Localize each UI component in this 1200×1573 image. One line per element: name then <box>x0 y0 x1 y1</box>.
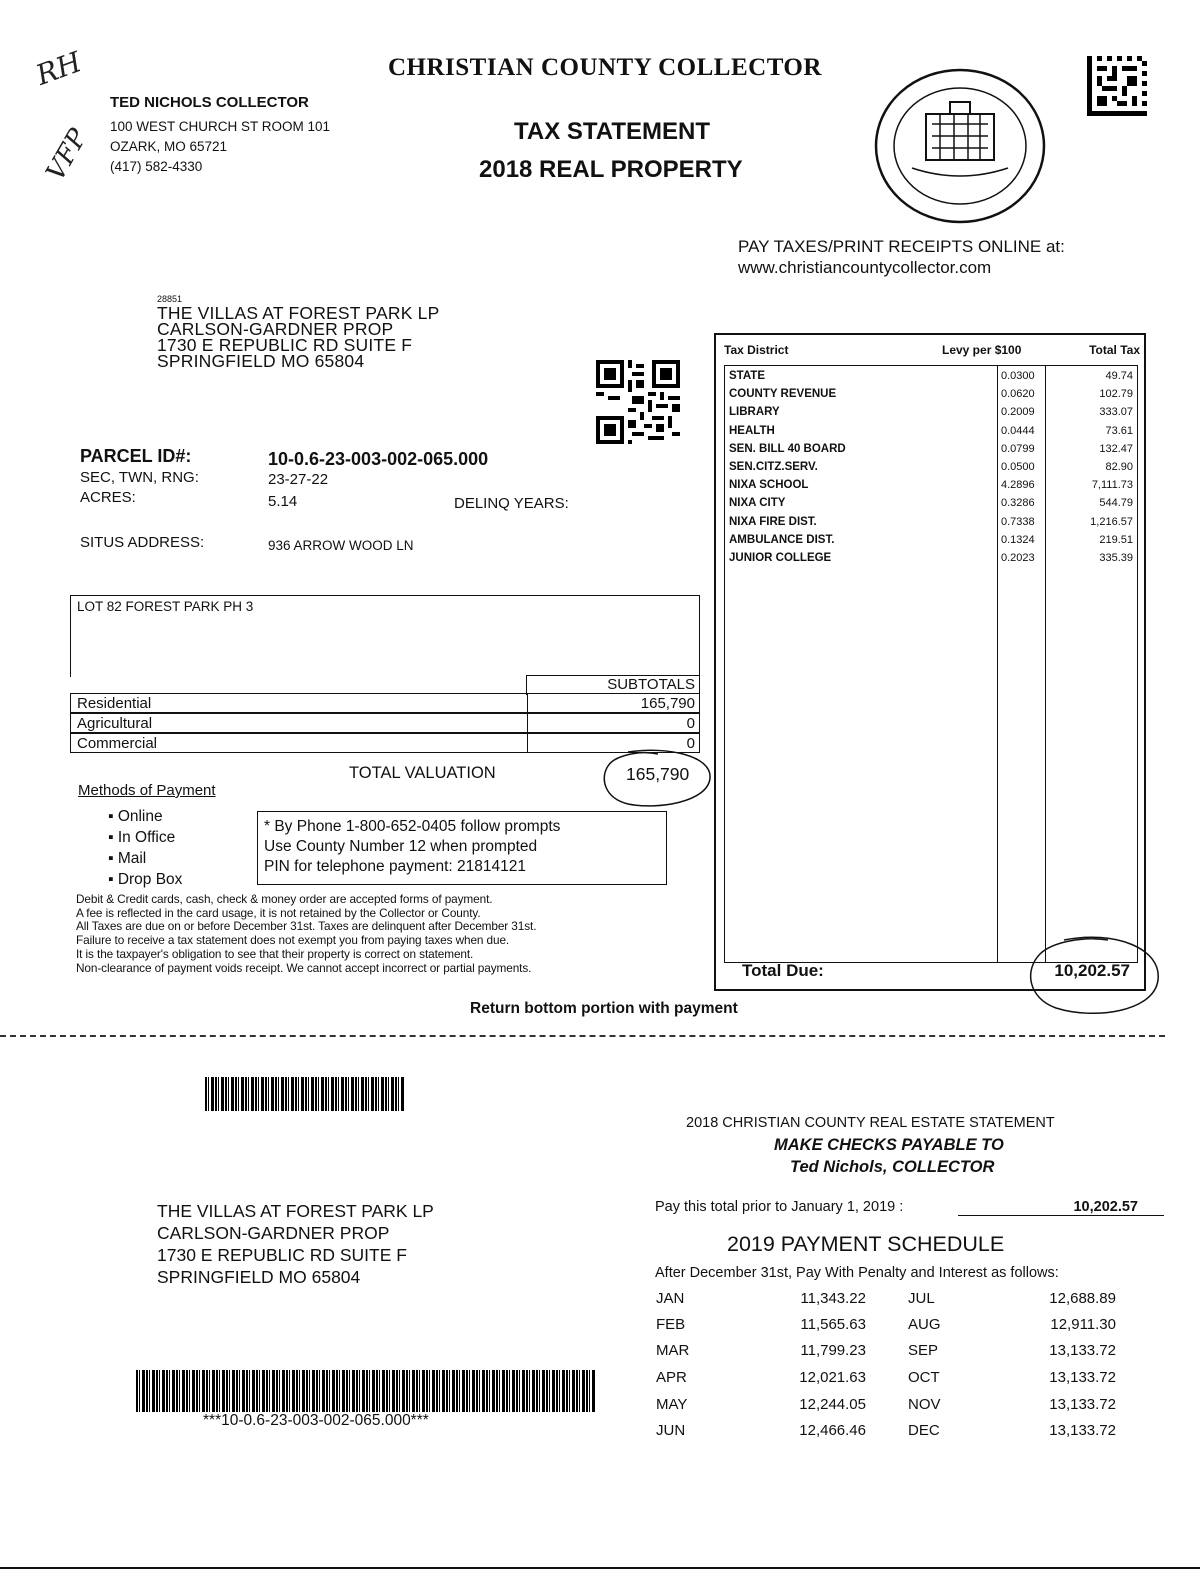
tax-district-row: AMBULANCE DIST. 0.1324 219.51 <box>729 533 1133 546</box>
payable-line-2: Ted Nichols, COLLECTOR <box>790 1158 995 1176</box>
schedule-amount: 12,244.05 <box>799 1396 866 1413</box>
online-payment-info: PAY TAXES/PRINT RECEIPTS ONLINE at: www.christiancountycollector.com <box>738 237 1065 277</box>
pay-prior-label: Pay this total prior to January 1, 2019 : <box>655 1199 904 1215</box>
sec-twn-rng-value: 23-27-22 <box>268 471 329 488</box>
valuation-row-commercial: Commercial 0 <box>70 733 700 753</box>
return-note: Return bottom portion with payment <box>470 1000 738 1017</box>
acres-value: 5.14 <box>268 493 298 510</box>
valuation-row-residential: Residential 165,790 <box>70 693 700 713</box>
statement-title: TAX STATEMENT <box>514 118 710 145</box>
pay-prior-value: 10,202.57 <box>958 1199 1164 1216</box>
list-item: ▪ In Office <box>108 829 176 846</box>
legal-description: LOT 82 FOREST PARK PH 3 <box>77 599 254 614</box>
tax-district-row: HEALTH 0.0444 73.61 <box>729 424 1133 437</box>
schedule-month: JUL <box>908 1290 935 1307</box>
list-item: ▪ Mail <box>108 850 147 867</box>
tax-district-row: JUNIOR COLLEGE 0.2023 335.39 <box>729 552 1133 564</box>
collector-website-link[interactable]: www.christiancountycollector.com <box>738 258 992 277</box>
schedule-amount: 13,133.72 <box>1049 1369 1116 1386</box>
tax-district-header: Tax District Levy per $100 Total Tax <box>724 343 1140 357</box>
list-item: ▪ Online <box>108 808 163 825</box>
barcode-bottom-icon <box>136 1370 596 1412</box>
stub-owner-address: THE VILLAS AT FOREST PARK LP CARLSON-GARDNER PROP 1730 E REPUBLIC RD SUITE F SPRINGFIELD MO 65804 <box>157 1201 434 1287</box>
account-number: 28851 <box>157 294 183 304</box>
schedule-amount: 11,799.23 <box>800 1342 866 1359</box>
schedule-amount: 12,911.30 <box>1050 1316 1116 1333</box>
schedule-note: After December 31st, Pay With Penalty and Interest as follows: <box>655 1265 1059 1281</box>
handdrawn-circle-total <box>1024 934 1164 1022</box>
tax-district-row: COUNTY REVENUE 0.0620 102.79 <box>729 388 1133 401</box>
total-valuation-value: 165,790 <box>626 764 690 784</box>
schedule-month: JUN <box>656 1422 686 1439</box>
subtotals-header: SUBTOTALS <box>526 675 700 695</box>
handwritten-initials: RH <box>31 45 86 92</box>
schedule-month: NOV <box>908 1396 941 1413</box>
total-due-label: Total Due: <box>742 961 824 980</box>
handdrawn-circle-valuation <box>598 748 716 812</box>
owner-address-block: THE VILLAS AT FOREST PARK LP CARLSON-GARDNER PROP 1730 E REPUBLIC RD SUITE F SPRINGFIELD MO 65804 <box>157 303 440 371</box>
schedule-month: SEP <box>908 1342 939 1359</box>
tear-line <box>0 1035 1165 1037</box>
schedule-amount: 12,466.46 <box>799 1422 866 1439</box>
statement-subtitle: 2018 REAL PROPERTY <box>479 156 743 183</box>
page-bottom-rule <box>0 1567 1200 1569</box>
acres-label: ACRES: <box>80 489 136 506</box>
barcode-caption: ***10-0.6-23-003-002-065.000*** <box>203 1412 429 1429</box>
legal-description-box <box>70 595 700 677</box>
phone-payment-box: * By Phone 1-800-652-0405 follow prompts Use County Number 12 when prompted PIN for telephone payment: 21814121 <box>257 811 667 885</box>
schedule-amount: 13,133.72 <box>1049 1342 1116 1359</box>
schedule-amount: 11,565.63 <box>800 1316 866 1333</box>
collector-address: 100 WEST CHURCH ST ROOM 101 OZARK, MO 65721 (417) 582-4330 <box>110 119 331 174</box>
tax-district-table <box>714 333 1146 991</box>
list-item: ▪ Drop Box <box>108 871 183 888</box>
schedule-amount: 13,133.72 <box>1049 1396 1116 1413</box>
collector-name: TED NICHOLS COLLECTOR <box>110 94 309 111</box>
tax-district-row: SEN. BILL 40 BOARD 0.0799 132.47 <box>729 442 1133 455</box>
parcel-label: PARCEL ID#: <box>80 446 192 466</box>
delinq-years-label: DELINQ YEARS: <box>454 495 569 512</box>
schedule-amount: 12,688.89 <box>1049 1290 1116 1307</box>
tax-district-row: SEN.CITZ.SERV. 0.0500 82.90 <box>729 461 1133 473</box>
schedule-month: JAN <box>656 1290 685 1307</box>
schedule-month: APR <box>656 1369 687 1386</box>
tax-district-row: NIXA CITY 0.3286 544.79 <box>729 497 1133 510</box>
tax-district-row: LIBRARY 0.2009 333.07 <box>729 406 1133 419</box>
schedule-title: 2019 PAYMENT SCHEDULE <box>727 1232 1005 1256</box>
valuation-row-agricultural: Agricultural 0 <box>70 713 700 733</box>
handwritten-note: VFP <box>40 123 94 187</box>
tax-district-row: STATE 0.0300 49.74 <box>729 370 1133 382</box>
situs-address-label: SITUS ADDRESS: <box>80 534 205 551</box>
parcel-id: 10-0.6-23-003-002-065.000 <box>268 449 489 469</box>
schedule-amount: 11,343.22 <box>800 1290 866 1307</box>
total-due-value: 10,202.57 <box>1054 961 1130 980</box>
schedule-month: MAR <box>656 1342 690 1359</box>
payment-methods-list <box>108 806 182 890</box>
situs-address-value: 936 ARROW WOOD LN <box>268 538 414 553</box>
schedule-month: MAY <box>656 1396 688 1413</box>
total-valuation-label: TOTAL VALUATION <box>349 764 496 782</box>
payment-notes: Debit & Credit cards, cash, check & money order are accepted forms of payment. A fee is reflected in the card usage, it is not retained by the Collector or County. All Taxes are due on or before December 31st. Taxes are delinquent after December 31st. Failure to receive a tax statement does not exempt you from paying taxes when due. It is the taxpayer's obligation to see that their property is correct on statement. Non-clearance of payment voids receipt. We cannot accept incorrect or partial payments. <box>76 892 537 975</box>
schedule-amount: 13,133.72 <box>1049 1422 1116 1439</box>
stub-statement-line: 2018 CHRISTIAN COUNTY REAL ESTATE STATEMENT <box>686 1115 1055 1131</box>
schedule-month: OCT <box>908 1369 940 1386</box>
schedule-month: FEB <box>656 1316 686 1333</box>
sec-twn-rng-label: SEC, TWN, RNG: <box>80 469 199 486</box>
barcode-top-icon <box>205 1077 405 1111</box>
county-title: CHRISTIAN COUNTY COLLECTOR <box>388 54 822 81</box>
qr-code-icon <box>596 360 680 444</box>
county-seal <box>872 66 1048 226</box>
payable-line-1: MAKE CHECKS PAYABLE TO <box>774 1136 1004 1154</box>
payment-methods-title: Methods of Payment <box>78 782 216 799</box>
tax-district-row: NIXA FIRE DIST. 0.7338 1,216.57 <box>729 515 1133 528</box>
schedule-month: AUG <box>908 1316 941 1333</box>
schedule-month: DEC <box>908 1422 940 1439</box>
datamatrix-code-icon <box>1087 56 1147 116</box>
tax-district-row: NIXA SCHOOL 4.2896 7,111.73 <box>729 479 1133 492</box>
schedule-amount: 12,021.63 <box>799 1369 866 1386</box>
